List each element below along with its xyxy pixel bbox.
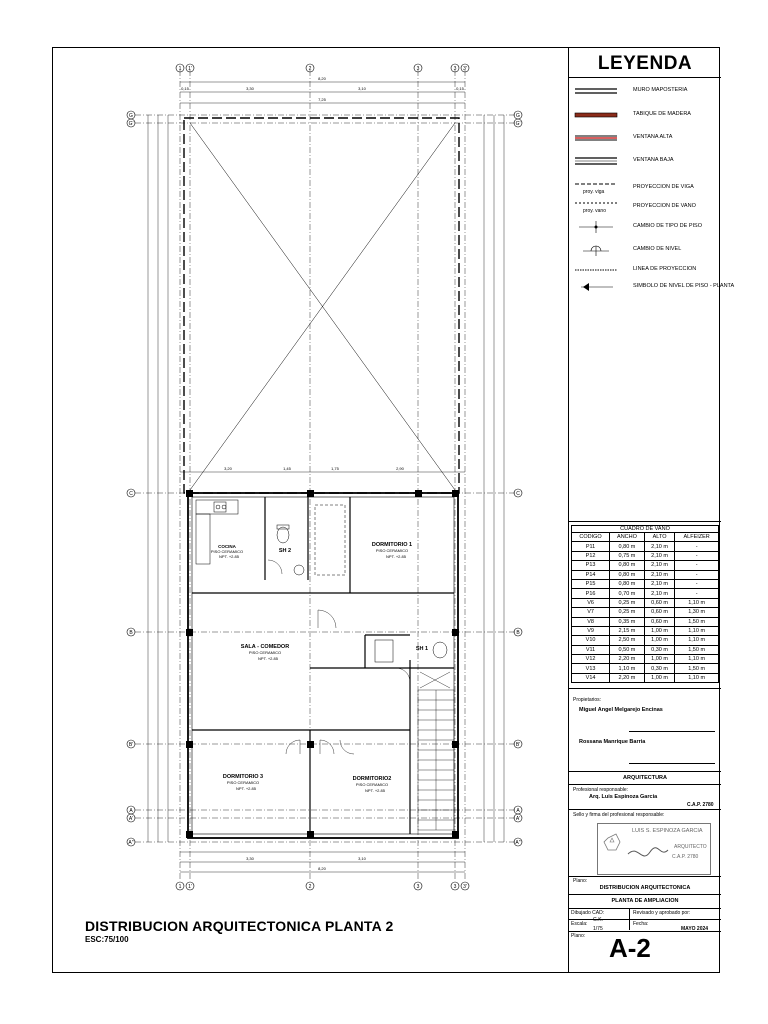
legend-item (569, 84, 721, 98)
room-level: NPT. +2.85 (236, 786, 256, 791)
legend-item (569, 181, 721, 195)
table-cell: 1,50 m (675, 645, 719, 654)
drawing-title: DISTRIBUCION ARQUITECTONICA PLANTA 2 (85, 918, 394, 934)
room-name-sala-comedor: SALA - COMEDOR (240, 644, 290, 650)
table-cell: 1,10 m (675, 673, 719, 682)
room-floor: PISO CERAMICO (355, 782, 389, 787)
table-row (572, 673, 719, 682)
table-cell: V14 (572, 673, 610, 682)
axis-label-top: 3 (453, 66, 457, 72)
table-cell: 0,80 m (610, 561, 645, 570)
table-cell: 1,00 m (644, 636, 674, 645)
plano-name: DISTRIBUCION ARQUITECTONICA (599, 885, 691, 891)
cuadro-de-vanos-table (571, 525, 719, 683)
axis-label-left: A'' (128, 840, 134, 846)
dim-text: 1,45 (283, 466, 291, 471)
level-change-icon (573, 243, 619, 257)
table-cell: 1,10 m (675, 598, 719, 607)
table-row (572, 617, 719, 626)
axis-label-left: B' (128, 742, 134, 748)
professional-label: Profesional responsable: (573, 787, 629, 793)
title-block (568, 47, 735, 973)
double-line-icon (573, 84, 619, 98)
column-header: ALFEIZER (675, 533, 719, 542)
room-level: NPT. +2.85 (219, 554, 239, 559)
room-name-dormitorio-2: DORMITORIO2 (352, 776, 392, 782)
table-header-row (572, 533, 719, 542)
plano-label: Plano: (573, 878, 588, 884)
room-name-sh1: SH 1 (415, 646, 429, 652)
dashed-beam-icon (573, 181, 619, 195)
axis-label-top: 3 (416, 66, 420, 72)
table-cell: 1,50 m (675, 664, 719, 673)
table-cell: V12 (572, 655, 610, 664)
axis-label-left: G' (128, 121, 134, 127)
stamp-line-1: LUIS S. ESPINOZA GARCIA (632, 828, 703, 834)
legend-item (569, 263, 721, 277)
table-cell: 0,30 m (644, 664, 674, 673)
table-row (572, 561, 719, 570)
divider (569, 876, 721, 877)
table-row (572, 542, 719, 551)
table-row (572, 598, 719, 607)
table-cell: V11 (572, 645, 610, 654)
table-cell: 0,25 m (610, 608, 645, 617)
dim-text: 8,20 (318, 866, 326, 871)
table-cell: 2,10 m (644, 579, 674, 588)
plano-subtitle: PLANTA DE AMPLIACION (611, 898, 679, 904)
table-cell: 1,10 m (610, 664, 645, 673)
dim-text: 3,30 (246, 86, 254, 91)
axis-label-bottom: 3 (416, 884, 420, 890)
table-title: CUADRO DE VANO (571, 525, 719, 532)
lamina-label: Plano: (571, 933, 586, 939)
axis-label-right: A'' (515, 840, 521, 846)
legend-label: VENTANA ALTA (633, 134, 673, 140)
table-row (572, 579, 719, 588)
table-cell: V9 (572, 626, 610, 635)
table-body (572, 542, 719, 683)
table-cell: P15 (572, 579, 610, 588)
table-cell: 0,70 m (610, 589, 645, 598)
table-cell: 2,20 m (610, 655, 645, 664)
table-cell: 0,60 m (644, 598, 674, 607)
divider (569, 784, 721, 785)
table-cell: P16 (572, 589, 610, 598)
dashed-span-icon (573, 200, 619, 214)
axis-label-right: B' (515, 742, 521, 748)
axis-label-top: 3' (463, 66, 467, 72)
table-cell: V10 (572, 636, 610, 645)
legend-tag: proy. viga (583, 189, 605, 195)
table-cell: - (675, 542, 719, 551)
escala-value: 1/75 (593, 926, 603, 932)
stamp-line-3: C.A.P. 2780 (672, 854, 699, 860)
divider (569, 771, 721, 772)
table-cell: - (675, 589, 719, 598)
floor-change-icon (573, 220, 619, 234)
legend-item (569, 154, 721, 168)
dim-text: 0,15 (456, 86, 464, 91)
table-cell: 2,15 m (610, 626, 645, 635)
room-level: NPT. +2.85 (258, 656, 278, 661)
owners-label: Propietarios: (573, 697, 602, 703)
legend-label: VENTANA BAJA (633, 157, 674, 163)
high-window-icon (573, 131, 619, 145)
table-row (572, 655, 719, 664)
discipline: ARQUITECTURA (623, 775, 667, 781)
divider (569, 908, 721, 909)
axis-label-right: A' (515, 816, 521, 822)
table-cell: P13 (572, 561, 610, 570)
axis-bubbles (127, 64, 522, 890)
dim-text: 3,10 (358, 86, 366, 91)
fecha-value: MAYO 2024 (681, 926, 709, 932)
axis-label-bottom: 3' (463, 884, 467, 890)
legend-tag: proy. vano (583, 208, 606, 214)
room-name-dormitorio-1: DORMITORIO 1 (371, 542, 413, 548)
table-row (572, 570, 719, 579)
table-cell: 1,10 m (675, 626, 719, 635)
table-cell: 2,10 m (644, 561, 674, 570)
dim-text: 2,90 (396, 466, 404, 471)
legend-item (569, 200, 721, 214)
column-header: ANCHO (610, 533, 645, 542)
room-floor: PISO CERAMICO (248, 650, 282, 655)
axis-label-bottom: 1 (178, 884, 182, 890)
low-window-icon (573, 154, 619, 168)
dim-text: 3,30 (246, 856, 254, 861)
grid-axes-vertical (180, 70, 465, 880)
legend-item (569, 108, 721, 122)
table-row (572, 589, 719, 598)
table-cell: V13 (572, 664, 610, 673)
staircase (418, 672, 454, 830)
axis-label-top: 1 (178, 66, 182, 72)
legend-title: LEYENDA (597, 53, 693, 74)
hatched-wall-icon (573, 108, 619, 122)
table-cell: V7 (572, 608, 610, 617)
divider (569, 809, 721, 810)
axis-label-right: G' (515, 121, 521, 127)
axis-label-right: C (516, 491, 520, 497)
divider (569, 77, 721, 78)
signature-line (629, 763, 715, 764)
table-row (572, 608, 719, 617)
table-cell: 0,35 m (610, 617, 645, 626)
axis-label-left: G (129, 113, 133, 119)
table-cell: - (675, 570, 719, 579)
axis-label-left: A (129, 808, 133, 814)
room-level: NPT. +2.85 (365, 788, 385, 793)
table-row (572, 551, 719, 560)
table-cell: 0,30 m (644, 645, 674, 654)
cap-number: C.A.P. 2780 (687, 802, 714, 808)
legend-label: PROYECCION DE VIGA (633, 184, 694, 190)
divider (569, 919, 721, 920)
table-cell: 2,10 m (644, 551, 674, 560)
legend-item (569, 243, 721, 257)
table-cell: 2,10 m (644, 589, 674, 598)
room-floor: PISO CERAMICO (210, 549, 244, 554)
revision-label: Revisado y aprobado por: (633, 910, 691, 916)
table-cell: - (675, 579, 719, 588)
table-cell: 1,10 m (675, 636, 719, 645)
door-swings (268, 560, 410, 754)
dimension-lines (148, 82, 504, 872)
table-cell: 0,50 m (610, 645, 645, 654)
legend-label: PROYECCION DE VANO (633, 203, 696, 209)
table-cell: - (675, 551, 719, 560)
divider (569, 894, 721, 895)
table-row (572, 645, 719, 654)
dim-text: 8,20 (318, 76, 326, 81)
dibujo-label: Dibujado CAD: (571, 910, 605, 916)
room-level: NPT. +2.85 (386, 554, 406, 559)
bathroom-fixtures (277, 505, 447, 662)
table-cell: P12 (572, 551, 610, 560)
dimension-texts (181, 76, 465, 871)
legend-label: SIMBOLO DE NIVEL DE PISO - PLANTA (633, 283, 735, 289)
table-cell: - (675, 561, 719, 570)
table-cell: 2,10 m (644, 570, 674, 579)
level-symbol-icon (573, 280, 619, 294)
table-cell: 1,00 m (644, 655, 674, 664)
table-cell: V6 (572, 598, 610, 607)
table-cell: 0,25 m (610, 598, 645, 607)
legend-label: CAMBIO DE NIVEL (633, 246, 682, 252)
table-cell: 2,50 m (610, 636, 645, 645)
table-cell: 0,80 m (610, 542, 645, 551)
axis-label-right: B (516, 630, 520, 636)
axis-label-right: G (516, 113, 520, 119)
dim-text: 3,10 (358, 856, 366, 861)
professional-stamp (597, 823, 711, 875)
table-cell: 2,10 m (644, 542, 674, 551)
table-cell: 0,60 m (644, 608, 674, 617)
table-cell: P14 (572, 570, 610, 579)
room-name-cocina: COCINA (218, 544, 236, 549)
dim-text: 0,15 (181, 86, 189, 91)
legend-label: LINEA DE PROYECCION (633, 266, 697, 272)
axis-label-bottom: 2 (308, 884, 312, 890)
divider (569, 521, 721, 522)
column-header: CODIGO (572, 533, 610, 542)
table-cell: 2,20 m (610, 673, 645, 682)
axis-label-top: 2 (308, 66, 312, 72)
legend-label: CAMBIO DE TIPO DE PISO (633, 223, 702, 229)
table-cell: 0,60 m (644, 617, 674, 626)
room-name-sh2: SH 2 (278, 548, 292, 554)
owner-2: Rossana Manrique Barria (579, 739, 646, 745)
dim-text: 3,20 (224, 466, 232, 471)
room-floor: PISO CERAMICO (226, 780, 260, 785)
table-cell: P11 (572, 542, 610, 551)
table-cell: 1,50 m (675, 617, 719, 626)
fecha-label: Fecha: (633, 921, 649, 927)
legend-item (569, 131, 721, 145)
room-name-dormitorio-3: DORMITORIO 3 (222, 774, 264, 780)
table-cell: 0,80 m (610, 570, 645, 579)
table-cell: V8 (572, 617, 610, 626)
owner-1: Miguel Angel Melgarejo Encinas (579, 707, 663, 713)
room-floor: PISO CERAMICO (375, 548, 409, 553)
upper-open-area (184, 118, 459, 493)
professional-name: Arq. Luis Espinoza Garcia (589, 794, 658, 800)
axis-label-bottom: 3 (453, 884, 457, 890)
dibujo-value: G.K. (593, 917, 604, 923)
legend-item (569, 220, 721, 234)
signature-line (629, 731, 715, 732)
escala-label: Escala: (571, 921, 588, 927)
table-cell: 0,75 m (610, 551, 645, 560)
stamp-line-2: ARQUITECTO (674, 844, 707, 850)
divider (569, 931, 721, 932)
legend-label: TABIQUE DE MADERA (633, 111, 691, 117)
table-cell: 0,80 m (610, 579, 645, 588)
column-header: ALTO (644, 533, 674, 542)
legend-item (569, 280, 735, 294)
table-cell: 1,00 m (644, 673, 674, 682)
table-row (572, 626, 719, 635)
axis-label-left: A' (128, 816, 134, 822)
dim-text: 1,75 (331, 466, 339, 471)
axis-label-top: 1' (188, 66, 192, 72)
axis-label-right: A (516, 808, 520, 814)
table-row (572, 636, 719, 645)
table-cell: 1,00 m (644, 626, 674, 635)
axis-label-left: C (129, 491, 133, 497)
signature-label: Sello y firma del profesional responsable: (573, 812, 665, 818)
table-cell: 1,30 m (675, 608, 719, 617)
axis-label-bottom: 1' (188, 884, 192, 890)
table-cell: 1,10 m (675, 655, 719, 664)
sheet-number: A-2 (609, 933, 651, 963)
axis-label-left: B (129, 630, 133, 636)
dotted-line-icon (573, 263, 619, 277)
dim-text: 7,25 (318, 97, 326, 102)
drawing-scale: ESC:75/100 (85, 935, 129, 944)
divider (569, 688, 721, 689)
table-row (572, 664, 719, 673)
legend-label: MURO MAPOSTERIA (633, 87, 688, 93)
